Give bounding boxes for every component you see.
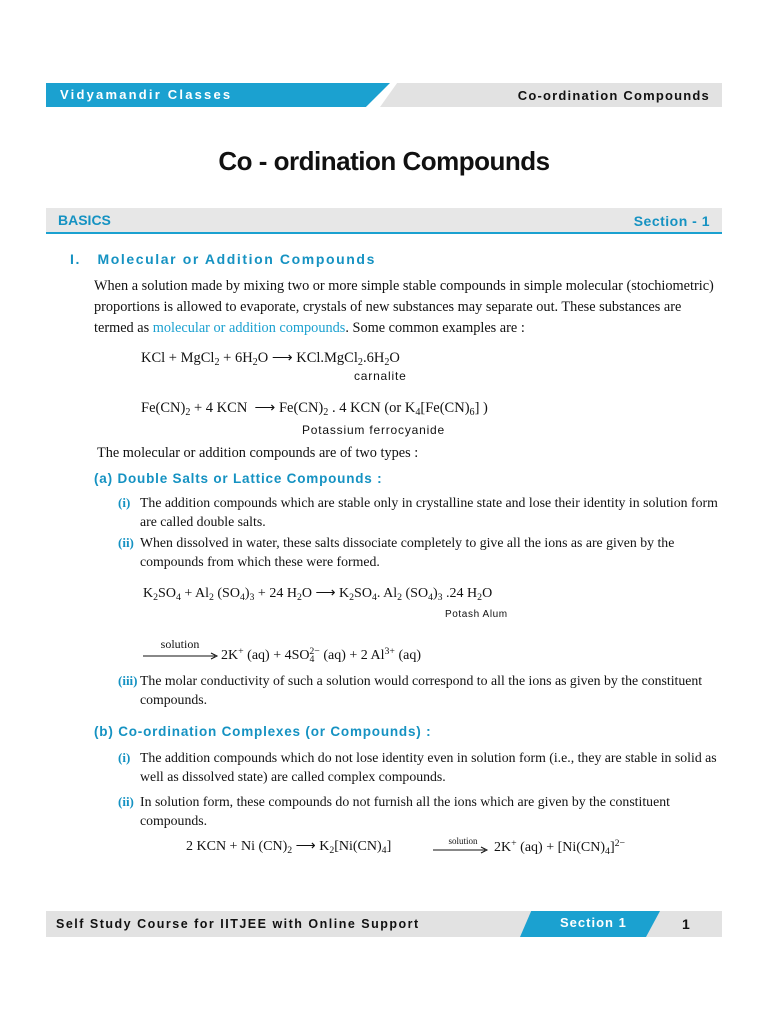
header-chapter: Co-ordination Compounds: [517, 88, 710, 103]
solution-arrow-2: [433, 836, 493, 854]
carnalite-label: carnalite: [354, 369, 407, 383]
intro-line-3-pre: termed as: [94, 320, 153, 336]
section-bar-label: BASICS: [58, 212, 111, 228]
section-bar: [46, 208, 722, 234]
intro-line-3: [94, 318, 724, 339]
item-a-iii-text: The molar conductivity of such a solution would correspond to all the ions as given by the constituent compounds.: [140, 673, 703, 707]
section-bar-number: Section - 1: [633, 213, 710, 229]
intro-line-2: proportions is allowed to evaporate, crystals of new substances may separate out. These substances are: [94, 299, 682, 315]
right-arrow-icon: [143, 652, 221, 660]
item-a-ii-number: (ii): [118, 535, 134, 550]
ferrocyanide-label: Potassium ferrocyanide: [302, 423, 445, 437]
intro-line-1: When a solution made by mixing two or more simple stable compounds in simple molecular (stochiometric): [94, 278, 714, 294]
item-a-iii-number: (iii): [118, 673, 138, 688]
item-a-i-number: (i): [118, 495, 131, 510]
page-title: Co - ordination Compounds: [218, 146, 550, 176]
two-types-text: The molecular or addition compounds are of two types :: [97, 445, 419, 461]
footer-page-number: 1: [682, 916, 690, 932]
item-b-ii-number: (ii): [118, 794, 134, 809]
equation-nickel-complex: 2 KCN + Ni $(CN)_2$ ⟶ $K_2[Ni(CN)_4]$: [186, 839, 392, 856]
header-brand: Vidyamandir Classes: [60, 87, 233, 102]
heading-molecular-compounds: I. Molecular or Addition Compounds: [70, 251, 376, 267]
subheading-double-salts: (a) Double Salts or Lattice Compounds :: [94, 471, 383, 486]
item-a-i-text: The addition compounds which are stable only in crystalline state and lose their identity in solution form are called double salts.: [140, 495, 718, 529]
item-b-i-text: The addition compounds which do not lose identity even in solution form (i.e., they are stable in solid as well as dissolved state) are called complex compounds.: [140, 750, 717, 784]
solution-arrow: [143, 637, 225, 660]
item-b-i-number: (i): [118, 750, 131, 765]
addition-compounds-term: molecular or addition compounds: [152, 320, 346, 336]
footer-course-name: Self Study Course for IITJEE with Online Support: [56, 917, 420, 931]
potash-alum-label: Potash Alum: [445, 609, 508, 620]
equation-potash-alum: $K_2SO_4 + Al_2$ $(SO_4)_3 + 24$ $H_2O$ ⟶ $K_2SO_4$. $Al_2$ $(SO_4)_3$ .24 $H_2O$: [143, 586, 493, 603]
equation-dissociation: 2K+ $(aq) + 4SO_4^{2-}$ (aq) + 2 $Al^{3+}$ (aq): [221, 646, 421, 665]
solution-arrow-2-label: solution: [448, 836, 478, 846]
equation-nickel-products: 2K+ $(aq) + [Ni(CN)_4]^{2-}$: [494, 838, 626, 857]
subheading-coordination-complexes: (b) Co-ordination Complexes (or Compounds) :: [94, 724, 432, 739]
right-arrow-icon: [433, 846, 491, 854]
item-a-ii-text: When dissolved in water, these salts dissociate completely to give all the ions as are given by the compounds from which these were formed.: [140, 535, 675, 569]
equation-ferrocyanide: $Fe(CN)_2 + 4$ KCN ⟶ $Fe(CN)_2$ . 4 KCN (or $K_4[Fe(CN)_6]$ ): [141, 400, 488, 418]
equation-carnalite: KCl + MgCl$_2$ + $6H_2O$ ⟶ $KCl.MgCl_2.6H_2O$: [141, 350, 400, 368]
solution-arrow-label: solution: [160, 637, 200, 651]
footer-section: Section 1: [560, 915, 627, 930]
intro-line-3-post: . Some common examples are :: [345, 320, 525, 336]
intro-paragraph: [94, 276, 724, 339]
item-b-ii-text: In solution form, these compounds do not furnish all the ions which are given by the constituent compounds.: [140, 794, 670, 828]
